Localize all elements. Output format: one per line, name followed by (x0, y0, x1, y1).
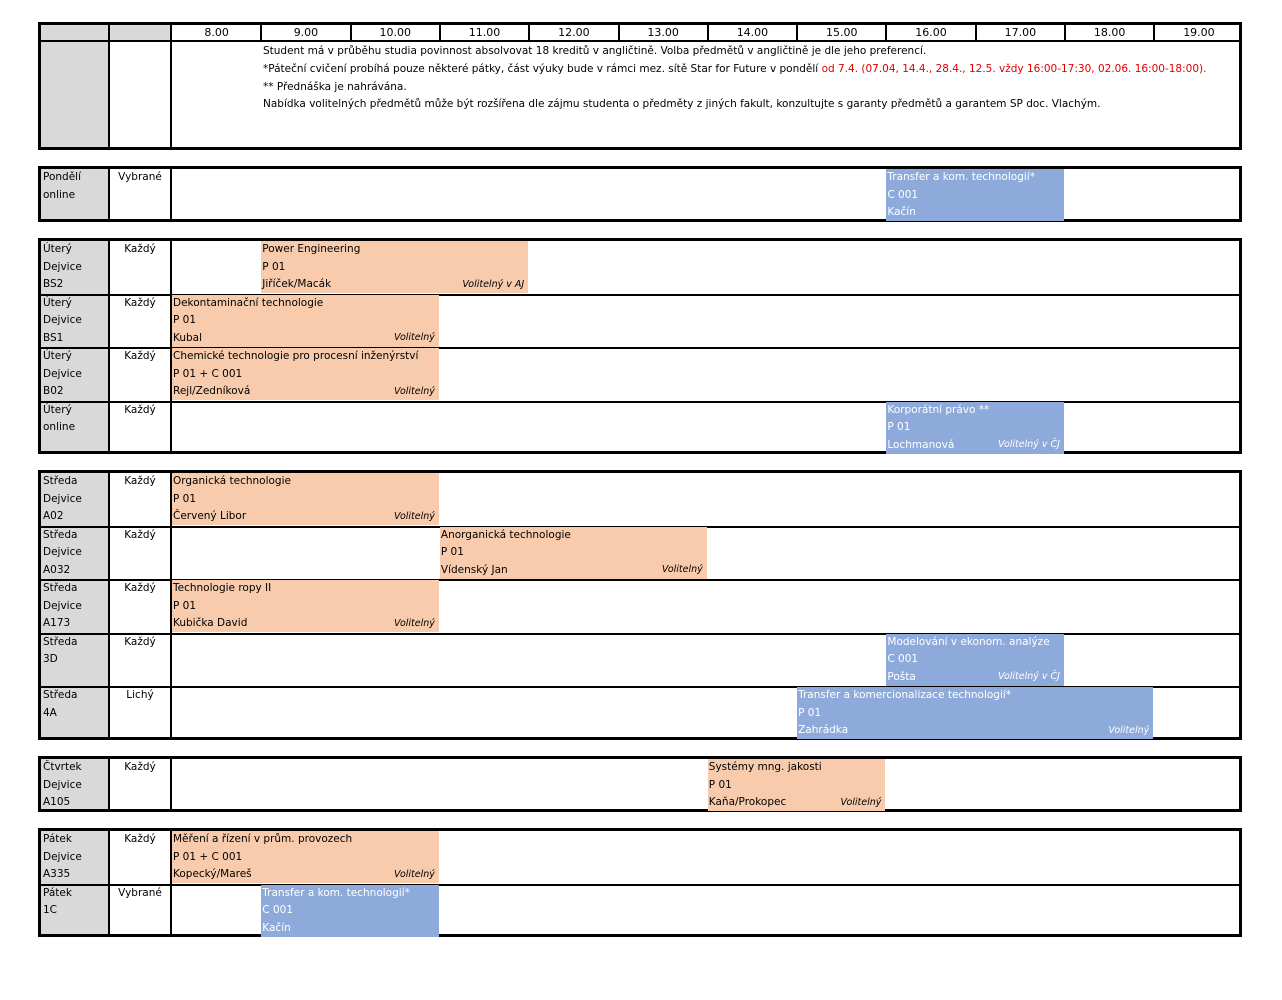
course-teacher: Kačín (262, 921, 291, 934)
course-teacher: Vídenský Jan (440, 563, 508, 576)
course-title: Transfer a kom. technologií* (262, 886, 410, 899)
note-offer: Nabídka volitelných předmětů může být rozšířena dle zájmu studenta o předměty z jiných fakult, konzultujte s garanty předmětů a garantem SP doc. Vlachým. (263, 98, 1101, 111)
course-room: P 01 (173, 314, 197, 326)
time-header: 16.00 (915, 26, 947, 39)
course-type: Volitelný (394, 617, 435, 629)
course-teacher: Zahrádka (798, 724, 849, 736)
course-room: C 001 (262, 904, 294, 916)
week-frequency: Vybrané (118, 886, 162, 899)
course-teacher: Kaňa/Prokopec (708, 796, 787, 808)
course-title: Modelování v ekonom. analýze (887, 635, 1050, 648)
day-location: Úterý Dejvice BS2 (43, 243, 82, 290)
course-block[interactable] (172, 473, 439, 525)
course-room: P 01 (173, 492, 197, 505)
course-title: Organická technologie (173, 475, 291, 487)
course-title: Transfer a komercionalizace technologií* (798, 689, 1012, 701)
course-block[interactable] (440, 527, 707, 579)
course-block[interactable] (172, 295, 439, 347)
course-block[interactable] (172, 831, 439, 883)
day-location: Úterý Dejvice B02 (43, 350, 82, 397)
time-header: 9.00 (293, 26, 319, 39)
day-location: Čtvrtek Dejvice A105 (43, 761, 82, 808)
course-title: Technologie ropy II (173, 582, 272, 594)
day-location: Pátek 1C (43, 886, 72, 916)
week-frequency: Každý (124, 582, 156, 594)
course-room: P 01 + C 001 (173, 367, 243, 380)
day-block (38, 166, 1242, 222)
course-room: P 01 (708, 778, 732, 791)
header-block (38, 22, 1242, 150)
week-frequency: Každý (124, 475, 156, 487)
header-grey-cell (41, 25, 171, 40)
course-teacher: Červený Libor (173, 510, 247, 522)
course-teacher: Kubička David (173, 617, 248, 629)
day-location: Středa Dejvice A173 (43, 582, 82, 629)
notes (263, 43, 1206, 114)
course-teacher: Rejl/Zedníková (173, 385, 251, 397)
time-header: 19.00 (1183, 26, 1215, 39)
course-room: C 001 (887, 188, 919, 201)
course-type: Volitelný (661, 564, 703, 575)
week-frequency: Každý (124, 296, 156, 309)
day-block (38, 828, 1242, 937)
course-room: P 01 (262, 260, 286, 273)
day-block (38, 238, 1242, 454)
course-title: Chemické technologie pro procesní inženýrství (173, 350, 419, 362)
time-header: 10.00 (379, 26, 411, 39)
course-title: Power Engineering (262, 243, 361, 255)
course-block[interactable] (172, 580, 439, 632)
time-header: 18.00 (1093, 26, 1126, 39)
week-frequency: Každý (124, 528, 156, 541)
course-teacher: Kopecký/Mareš (173, 868, 252, 880)
course-block[interactable] (886, 402, 1064, 454)
course-block[interactable] (261, 885, 439, 937)
time-header: 14.00 (736, 26, 769, 39)
time-header: 11.00 (468, 26, 501, 39)
course-block[interactable] (261, 241, 528, 293)
week-frequency: Každý (124, 635, 156, 648)
note-friday-dates: od 7.4. (07.04, 14.4., 28.4., 12.5. vždy 16:00-17:30, 02.06. 16:00-18:00). (821, 62, 1207, 75)
week-frequency: Vybrané (118, 171, 162, 183)
course-type: Volitelný v ČJ (998, 671, 1060, 682)
course-teacher: Kubal (173, 331, 203, 344)
course-title: Měření a řízení v prům. provozech (173, 833, 353, 845)
course-block[interactable] (708, 759, 886, 811)
course-block[interactable] (797, 687, 1153, 739)
day-location: Úterý Dejvice BS1 (43, 296, 82, 344)
day-location: Středa 3D (43, 635, 78, 665)
time-header: 15.00 (825, 26, 858, 39)
time-header: 13.00 (647, 26, 679, 39)
course-title: Anorganická technologie (440, 528, 571, 541)
course-teacher: Lochmanová (887, 438, 955, 451)
note-recorded: ** Přednáška je nahrávána. (263, 80, 407, 93)
course-room: P 01 (440, 546, 464, 558)
course-block[interactable] (172, 348, 439, 400)
day-block (38, 756, 1242, 812)
day-location: Pátek Dejvice A335 (43, 833, 82, 880)
course-room: P 01 (798, 706, 822, 719)
course-room: C 001 (887, 653, 919, 665)
course-title: Dekontaminační technologie (173, 296, 324, 309)
course-type: Volitelný (394, 868, 435, 880)
week-frequency: Každý (124, 243, 156, 255)
time-header: 17.00 (1004, 26, 1037, 39)
course-block[interactable] (886, 169, 1064, 221)
day-location: Středa Dejvice A032 (43, 528, 82, 576)
week-frequency: Každý (124, 403, 156, 416)
time-header: 8.00 (204, 26, 229, 39)
day-location: Pondělí online (43, 171, 81, 201)
day-block (38, 470, 1242, 740)
course-block[interactable] (886, 634, 1064, 686)
note-friday: *Páteční cvičení probíhá pouze některé pátky, část výuky bude v rámci mez. sítě Star for Future v pondělí od 7.4. (07.04, 14.4., 28.4., 12.5. vždy 16:00-17:30, 02.06. 16:00-18:00). (263, 62, 1207, 75)
day-location: Středa 4A (43, 689, 78, 719)
course-title: Transfer a kom. technologií* (887, 171, 1035, 183)
day-location: Středa Dejvice A02 (43, 475, 82, 522)
course-type: Volitelný (394, 510, 435, 522)
week-frequency: Každý (124, 833, 156, 845)
course-teacher: Pošta (887, 670, 916, 683)
course-type: Volitelný v AJ (462, 278, 525, 290)
course-type: Volitelný v ČJ (998, 439, 1060, 450)
day-location: Úterý online (43, 403, 76, 433)
course-type: Volitelný (394, 385, 435, 397)
week-frequency: Každý (124, 761, 156, 773)
course-room: P 01 + C 001 (173, 850, 243, 863)
course-teacher: Kačín (887, 206, 916, 218)
course-title: Systémy mng. jakosti (708, 761, 822, 773)
header-grey-column (41, 42, 108, 147)
course-type: Volitelný (840, 796, 882, 808)
course-teacher: Jiříček/Macák (262, 278, 332, 290)
course-room: P 01 (173, 599, 197, 612)
course-type: Volitelný (394, 332, 435, 343)
course-title: Korporátní právo ** (887, 403, 990, 416)
note-credits: Student má v průběhu studia povinnost absolvovat 18 kreditů v angličtině. Volba předmětů v angličtině je dle jeho preferencí. (263, 45, 927, 57)
time-header: 12.00 (558, 26, 590, 39)
course-room: P 01 (887, 421, 911, 433)
week-frequency: Lichý (126, 689, 154, 701)
week-frequency: Každý (124, 350, 156, 362)
course-type: Volitelný (1108, 724, 1150, 736)
